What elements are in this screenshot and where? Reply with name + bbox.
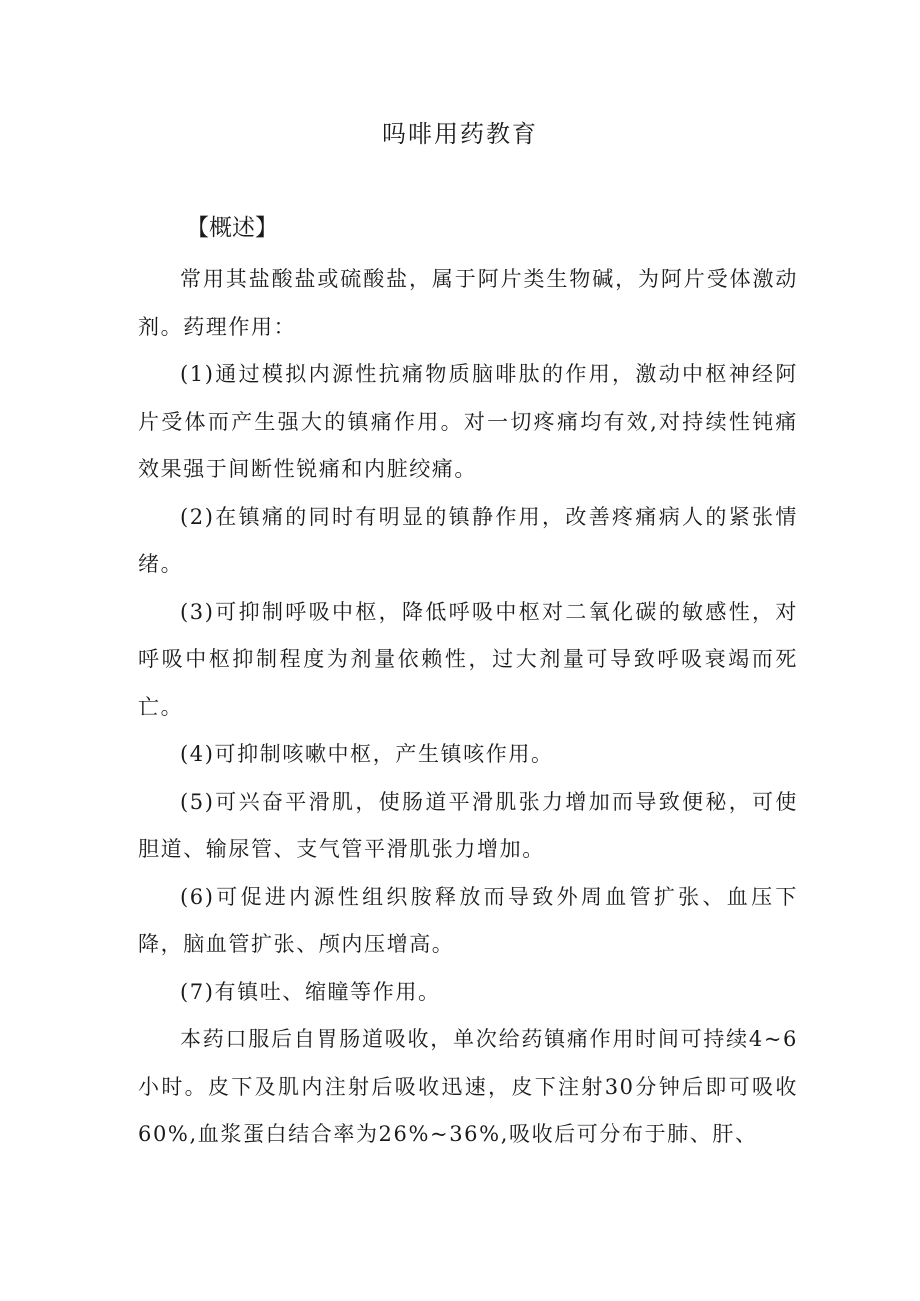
paragraph-item-1: (1)通过模拟内源性抗痛物质脑啡肽的作用，激动中枢神经阿片受体而产生强大的镇痛作用。对一切疼痛均有效,对持续性钝痛效果强于间断性锐痛和内脏绞痛。	[138, 362, 798, 481]
paragraph-item-6: (6)可促进内源性组织胺释放而导致外周血管扩张、血压下降，脑血管扩张、颅内压增高。	[138, 884, 798, 956]
paragraph-item-5: (5)可兴奋平滑肌，使肠道平滑肌张力增加而导致便秘，可使胆道、输尿管、支气管平滑肌张力增加。	[138, 789, 798, 861]
paragraph-item-7: (7)有镇吐、缩瞳等作用。	[180, 979, 441, 1004]
paragraph-intro: 常用其盐酸盐或硫酸盐，属于阿片类生物碱，为阿片受体激动剂。药理作用：	[138, 267, 798, 339]
document-body	[138, 256, 798, 1159]
paragraph-item-3: (3)可抑制呼吸中枢，降低呼吸中枢对二氧化碳的敏感性，对呼吸中枢抑制程度为剂量依赖性，过大剂量可导致呼吸衰竭而死亡。	[138, 599, 798, 719]
document-title: 吗啡用药教育	[382, 120, 538, 148]
paragraph-item-4: (4)可抑制咳嗽中枢，产生镇咳作用。	[180, 742, 554, 766]
paragraph-absorption: 本药口服后自胃肠道吸收，单次给药镇痛作用时间可持续4~6小时。皮下及肌内注射后吸收迅速，皮下注射30分钟后即可吸收60%,血浆蛋白结合率为26%~36%,吸收后可分布于肺、肝、	[138, 1027, 798, 1146]
section-heading-overview: 【概述】	[186, 215, 278, 241]
paragraph-item-2: (2)在镇痛的同时有明显的镇静作用，改善疼痛病人的紧张情绪。	[138, 504, 798, 576]
